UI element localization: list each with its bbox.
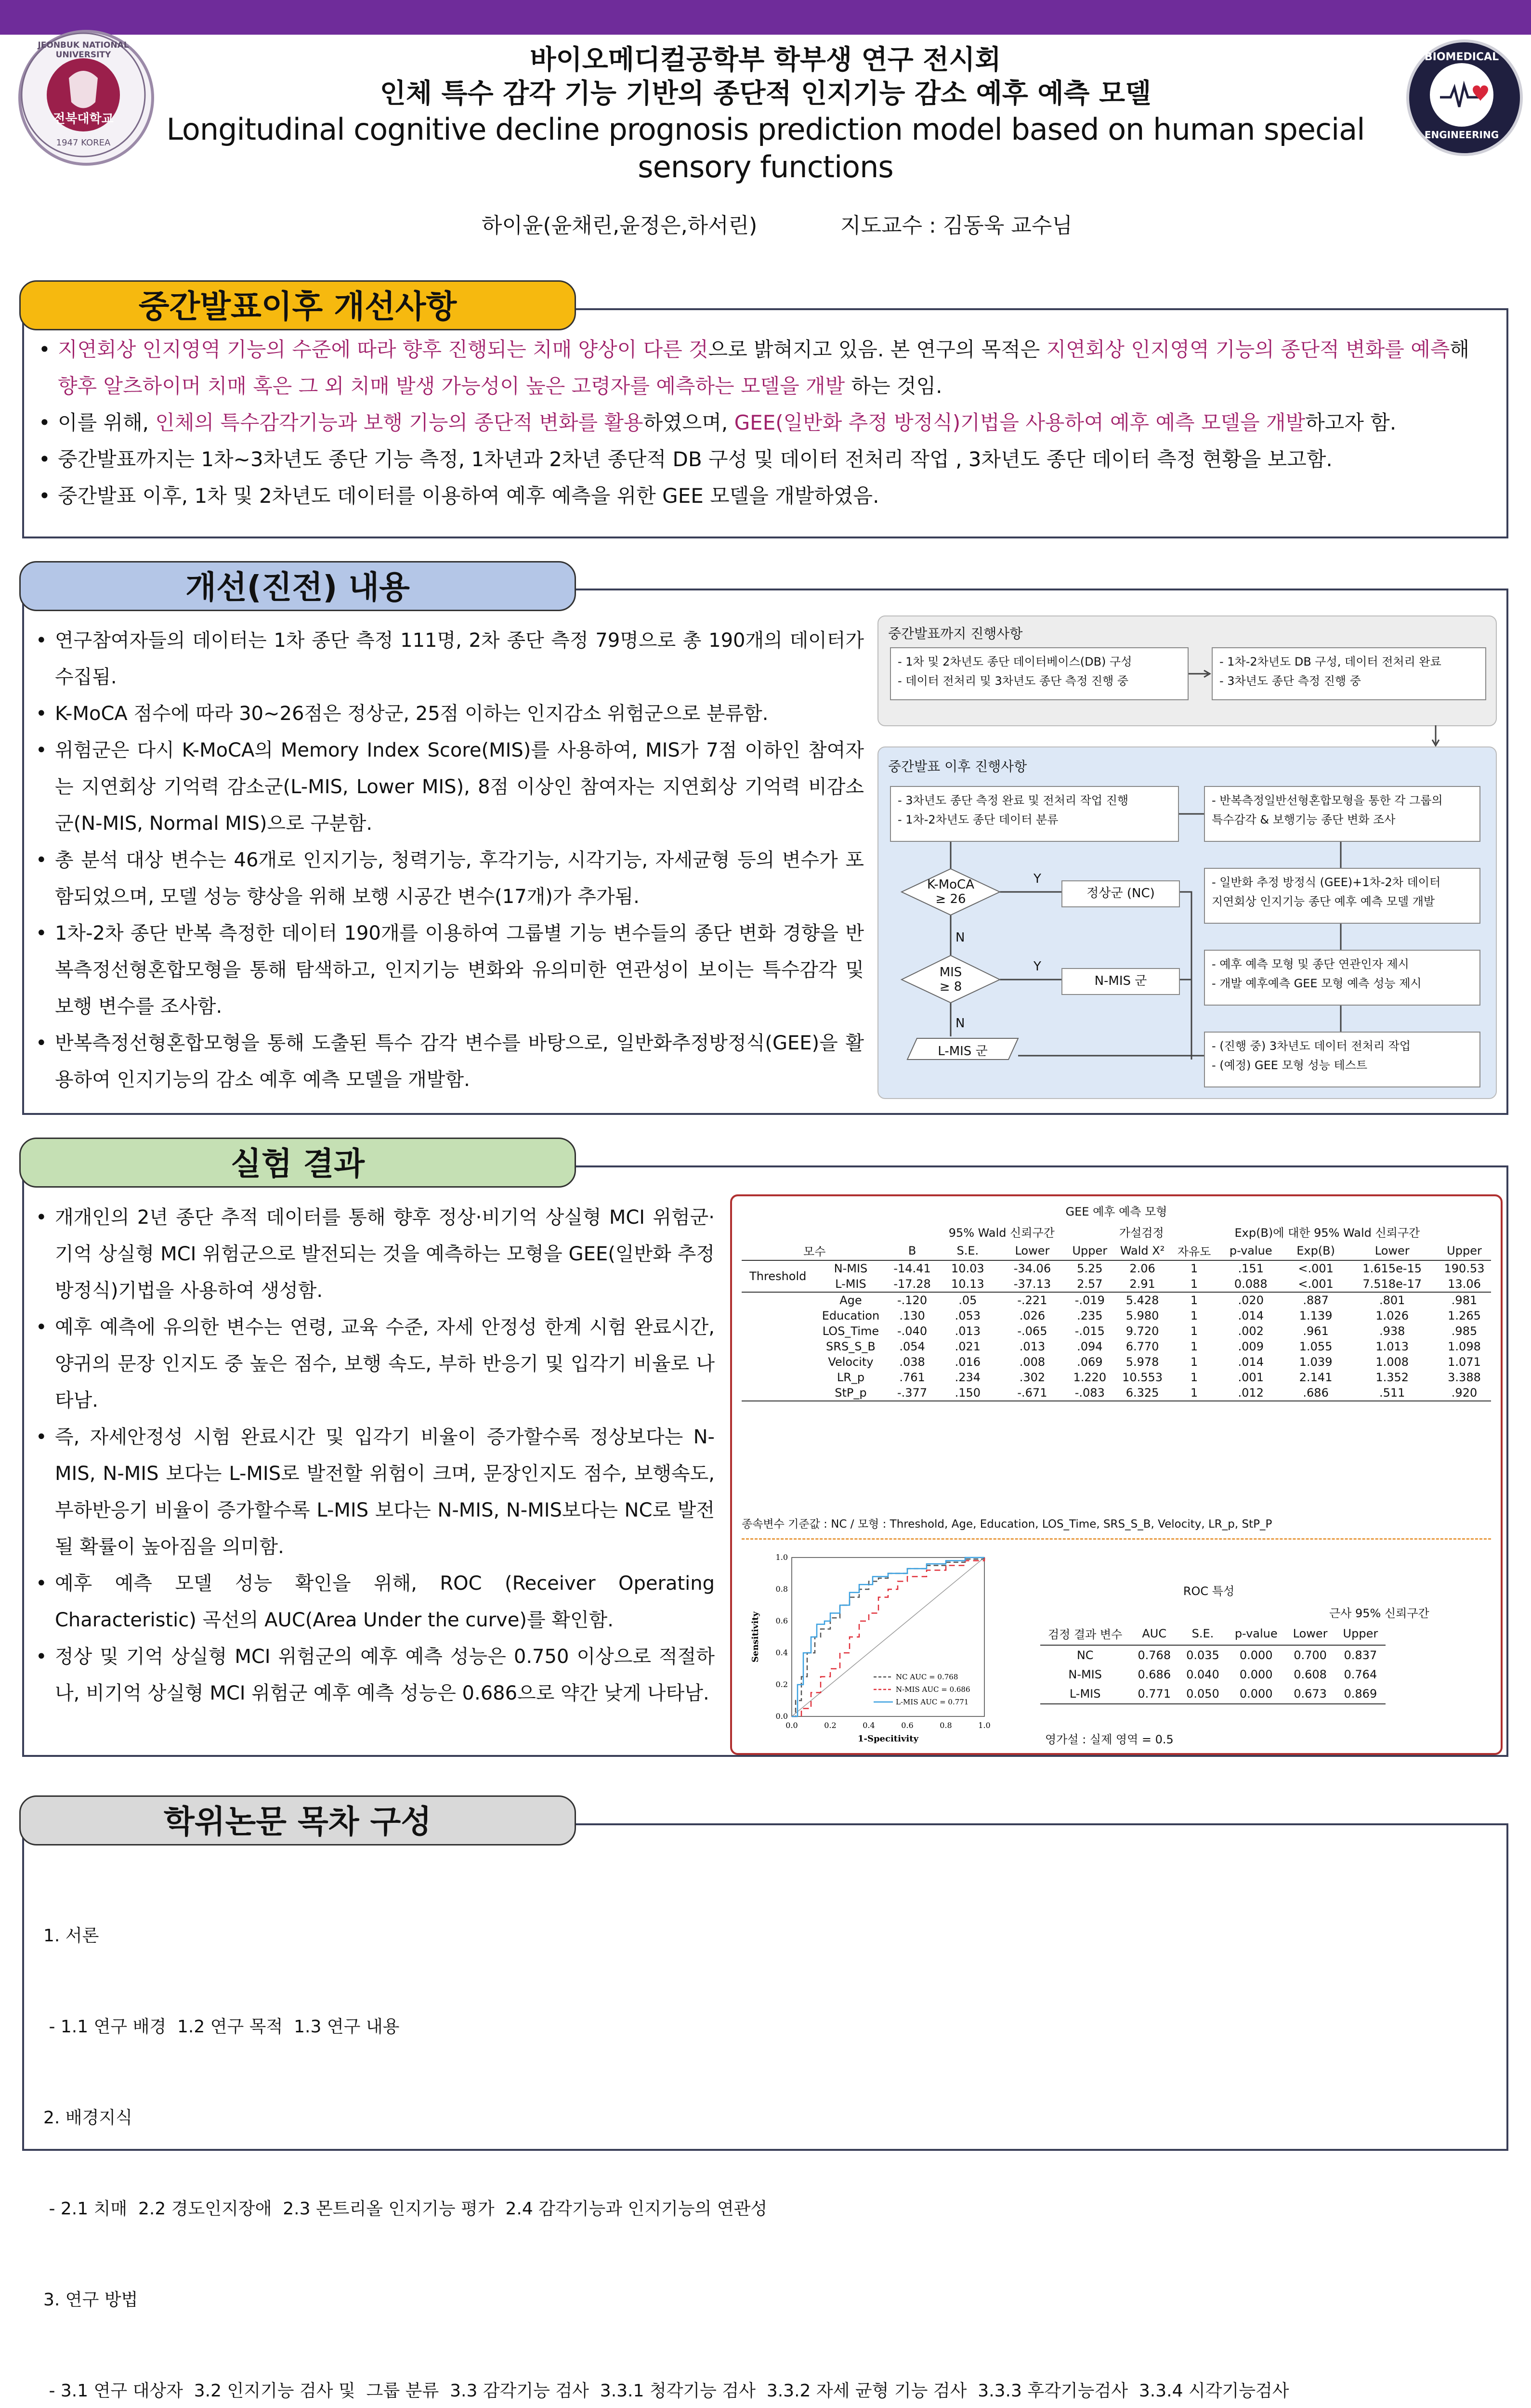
section2-bullet-1: • 연구참여자들의 데이터는 1차 종단 측정 111명, 2차 종단 측정 79명으로 총 190개의 데이터가 수집됨.: [36, 622, 864, 695]
toc-line: - 1.1 연구 배경 1.2 연구 목적 1.3 연구 내용: [43, 2017, 400, 2037]
title-line-1: 바이오메디컬공학부 학부생 연구 전시회: [530, 44, 1001, 76]
authors: 하이윤(윤채린,윤정은,하서린): [482, 213, 758, 238]
top-bar: [0, 0, 1531, 35]
legend-label: NC AUC = 0.768: [896, 1673, 958, 1681]
section3-bullet-2: • 예후 예측에 유의한 변수는 연령, 교육 수준, 자세 안정성 한계 시험 완료시간, 양귀의 문장 인지도 중 높은 점수, 보행 속도, 부하 반응기 및 입각기 비율로 나타남.: [36, 1309, 715, 1419]
section2-bullet-2: • K-MoCA 점수에 따라 30~26점은 정상군, 25점 이하는 인지감소 위험군으로 분류함.: [36, 695, 864, 732]
yes-label-2: Y: [1034, 959, 1041, 974]
gee-row: LOS_Time -.040 .013 -.065 -.015 9.720 1 .002 .961 .938 .985: [822, 1324, 1478, 1338]
roc-ci-header: 근사 95% 신뢰구간: [1329, 1607, 1429, 1620]
results-figure: [730, 1194, 1503, 1755]
roc-row: NC 0.768 0.035 0.000 0.700 0.837: [1076, 1649, 1377, 1662]
section1-bullet-4: • 중간발표 이후, 1차 및 2차년도 데이터를 이용하여 예후 예측을 위한 GEE 모델을 개발하였음.: [39, 478, 1488, 514]
section4-header: 학위논문 목차 구성: [19, 1795, 576, 1845]
poster-title: [144, 43, 1387, 186]
roc-row: N-MIS 0.686 0.040 0.000 0.608 0.764: [1068, 1668, 1377, 1681]
section1-panel: [22, 308, 1508, 538]
gee-row-nmis: Threshold N-MIS -14.41 10.03 -34.06 5.25 2.06 1 .151 <.001 1.615e-15 190.53: [749, 1262, 1485, 1283]
section2-bullet-4: • 총 분석 대상 변수는 46개로 인지기능, 청력기능, 후각기능, 시각기능, 자세균형 등의 변수가 포함되었으며, 모델 성능 향상을 위해 보행 시공간 변수(17개)가 추가됨.: [36, 842, 864, 915]
flow-box2: [877, 746, 1497, 1099]
toc-line: - 2.1 치매 2.2 경도인지장애 2.3 몬트리올 인지기능 평가 2.4 감각기능과 인지기능의 연관성: [43, 2199, 768, 2219]
section2-bullets: [36, 622, 864, 1098]
y-tick-label: 0.0: [775, 1712, 788, 1721]
flow-box1-left: - 1차 및 2차년도 종단 데이터베이스(DB) 구성 - 데이터 전처리 및 3차년도 종단 측정 진행 중: [890, 647, 1189, 700]
divider: [742, 1538, 1491, 1540]
section4-panel: [22, 1823, 1508, 2401]
toc-line: 2. 배경지식: [43, 2108, 132, 2128]
kmoca-label: K-MoCA ≥ 26: [927, 877, 974, 906]
flow-r1: - 반복측정일반선형혼합모형을 통한 각 그룹의 특수감각 & 보행기능 종단 변화 조사: [1204, 786, 1480, 842]
gee-row: Velocity .038 .016 .008 .069 5.978 1 .014 1.039 1.008 1.071: [828, 1355, 1481, 1369]
logo-bottom-text: ENGINEERING: [1424, 129, 1499, 141]
x-tick-label: 0.6: [901, 1721, 914, 1730]
section3-header: 실험 결과: [19, 1138, 576, 1188]
section2-header: 개선(진전) 내용: [19, 561, 576, 611]
gee-row: Education .130 .053 .026 .235 5.980 1 .014 1.139 1.026 1.265: [822, 1309, 1481, 1322]
legend-label: N-MIS AUC = 0.686: [896, 1685, 970, 1694]
flow-r2: - 일반화 추정 방정식 (GEE)+1차-2차 데이터 지연회상 인지기능 종단 예후 예측 모델 개발: [1204, 868, 1480, 924]
yes-label-1: Y: [1034, 872, 1041, 886]
toc-line: 3. 연구 방법: [43, 2290, 138, 2310]
section1-bullets: [39, 331, 1488, 514]
section2-panel: [22, 589, 1508, 1115]
flow-box2-left: - 3차년도 종단 측정 완료 및 전처리 작업 진행 - 1차-2차년도 종단 데이터 분류: [890, 786, 1179, 842]
y-tick-label: 0.2: [775, 1680, 788, 1689]
roc-title: ROC 특성: [1183, 1584, 1235, 1598]
x-tick-label: 0.4: [863, 1721, 875, 1730]
section2-bullet-5: • 1차-2차 종단 반복 측정한 데이터 190개를 이용하여 그룹별 기능 변수들의 종단 변화 경향을 반복측정선형혼합모형을 통해 탐색하고, 인지기능 변화와 유의미한 연관성이 보이는 특수감각 및 보행 변수를 조사함.: [36, 915, 864, 1025]
x-tick-label: 0.0: [785, 1721, 798, 1730]
no-label-2: N: [955, 1016, 965, 1031]
arrow-down-icon: [1428, 724, 1443, 748]
university-logo: [18, 30, 154, 166]
x-tick-label: 1.0: [978, 1721, 991, 1730]
section2-bullet-6: • 반복측정선형혼합모형을 통해 도출된 특수 감각 변수를 바탕으로, 일반화추정방정식(GEE)을 활용하여 인지기능의 감소 예후 예측 모델을 개발함.: [36, 1025, 864, 1098]
gee-row: Age -.120 .05 -.221 -.019 5.428 1 .020 .887 .801 .981: [839, 1294, 1478, 1307]
section1-bullet-1: • 지연회상 인지영역 기능의 수준에 따라 향후 진행되는 치매 양상이 다른 것으로 밝혀지고 있음. 본 연구의 목적은 지연회상 인지영역 기능의 종단적 변화를 예측해 향후 알츠하이머 치매 혹은 그 외 치매 발생 가능성이 높은 고령자를 예측하는 모델을 개발 하는 것임.: [39, 331, 1488, 405]
section3-bullet-1: • 개개인의 2년 종단 추적 데이터를 통해 향후 정상·비기억 상실형 MCI 위험군·기억 상실형 MCI 위험군으로 발전되는 것을 예측하는 모형을 GEE(일반화 추정 방정식)기법을 사용하여 생성함.: [36, 1199, 715, 1309]
nmis-box: N-MIS 군: [1061, 968, 1180, 995]
y-tick-label: 0.4: [775, 1648, 788, 1657]
arrow-icon: [1187, 667, 1216, 681]
section3-bullet-4: • 예후 예측 모델 성능 확인을 위해, ROC (Receiver Operating Characteristic) 곡선의 AUC(Area Under the curve)를 확인함.: [36, 1565, 715, 1638]
y-tick-label: 1.0: [775, 1553, 788, 1562]
section3-bullet-5: • 정상 및 기억 상실형 MCI 위험군의 예후 예측 성능은 0.750 이상으로 적절하나, 비기억 상실형 MCI 위험군 예후 예측 성능은 0.686으로 약간 낮게 나타남.: [36, 1638, 715, 1712]
gee-row: LR_p .761 .234 .302 1.220 10.553 1 .001 2.141 1.352 3.388: [837, 1371, 1481, 1384]
gee-note: 종속변수 기준값 : NC / 모형 : Threshold, Age, Education, LOS_Time, SRS_S_B, Velocity, LR_p, StP_P: [742, 1518, 1272, 1531]
flowchart: [877, 615, 1495, 1097]
title-line-2: 인체 특수 감각 기능 기반의 종단적 인지기능 감소 예후 예측 모델: [379, 78, 1152, 109]
title-line-3: Longitudinal cognitive decline prognosis prediction model based on human special: [166, 112, 1365, 147]
gee-row-lmis: L-MIS -17.28 10.13 -37.13 2.57 2.91 1 0.088 <.001 7.518e-17 13.06: [742, 1276, 1491, 1292]
flow-box1-title: 중간발표까지 진행사항: [888, 626, 1023, 641]
x-tick-label: 0.8: [940, 1721, 952, 1730]
gee-title: GEE 예후 예측 모형: [1065, 1205, 1167, 1218]
logo-top-text: BIOMEDICAL: [1424, 51, 1499, 63]
nc-box: 정상군 (NC): [1061, 880, 1180, 907]
title-line-4: sensory functions: [638, 149, 893, 184]
logo-center-text: 전북대학교: [53, 112, 114, 126]
legend-label: L-MIS AUC = 0.771: [896, 1698, 969, 1706]
flow-r4: - (진행 중) 3차년도 데이터 전처리 작업 - (예정) GEE 모형 성능 테스트: [1204, 1032, 1480, 1087]
logo-year-text: 1947 KOREA: [56, 138, 111, 148]
roc-chart: [739, 1543, 1008, 1755]
mis-label: MIS ≥ 8: [939, 965, 962, 994]
roc-note: 영가설 : 실제 영역 = 0.5: [1045, 1733, 1174, 1746]
flow-box1-right: - 1차-2차년도 DB 구성, 데이터 전처리 완료 - 3차년도 종단 측정 진행 중: [1212, 647, 1486, 700]
toc-line: - 3.1 연구 대상자 3.2 인지기능 검사 및 그룹 분류 3.3 감각기능 검사 3.3.1 청각기능 검사 3.3.2 자세 균형 기능 검사 3.3.3 후각기능검사 3.3.4 시각기능검사: [43, 2381, 1289, 2401]
flow-box2-title: 중간발표 이후 진행사항: [888, 759, 1027, 774]
no-label-1: N: [955, 930, 965, 945]
section1-bullet-2: • 이를 위해, 인체의 특수감각기능과 보행 기능의 종단적 변화를 활용하였으며, GEE(일반화 추정 방정식)기법을 사용하여 예후 예측 모델을 개발하고자 함.: [39, 405, 1488, 441]
toc-list: [43, 1860, 1289, 2408]
gee-table: 95% Wald 신뢰구간 가설검정 Exp(B)에 대한 95% Wald 신뢰구간 모수 B S.E. Lower Upper Wald X² 자유도 p-value Exp(B) Lower Upper Threshold N-MIS -14.41 10.03 -34.06 5.25 2.06 1 .151 <.001 1.615e-15 190.53 L-MIS -17.28 10.13 -37.13 2.57 2.91 1 0.088 <.001 7.518e-17 13.06 Age -.120 .05 -.221 -.019 5.428 1 .020 .887 .801 .981 Education .130 .053 .026 .235 5.980 1 .014 1.139 1.026 1.265 LOS_Time -.040 .013 -.065 -.015 9.720 1 .002 .961 .938 .985 SRS_S_B .054 .021 .013 .094 6.770 1 .009 1.055 1.013 1.098 Velocity .038 .016 .008 .069 5.978 1 .014 1.039 1.008 1.071 LR_p .761 .234 .302 1.220 10.553 1 .001 2.141 1.352 3.388 StP_p -.377 .150 -.671 -.083 6.325 1 .012 .686 .511 .920: [742, 1222, 1491, 1401]
toc-line: 1. 서론: [43, 1926, 99, 1946]
flow-box1: [877, 615, 1497, 726]
advisor: 지도교수 : 김동욱 교수님: [840, 213, 1073, 238]
roc-row: L-MIS 0.771 0.050 0.000 0.673 0.869: [1040, 1684, 1386, 1704]
gee-row: StP_p -.377 .150 -.671 -.083 6.325 1 .012 .686 .511 .920: [742, 1385, 1491, 1401]
gee-row: SRS_S_B .054 .021 .013 .094 6.770 1 .009 1.055 1.013 1.098: [826, 1340, 1481, 1353]
section3-panel: [22, 1165, 1508, 1757]
x-tick-label: 0.2: [824, 1721, 837, 1730]
flow-r3: - 예후 예측 모형 및 종단 연관인자 제시 - 개발 예후예측 GEE 모형 예측 성능 제시: [1204, 950, 1480, 1006]
y-tick-label: 0.6: [775, 1616, 788, 1625]
x-axis-label: 1-Specitivity: [857, 1734, 919, 1744]
section2-bullet-3: • 위험군은 다시 K-MoCA의 Memory Index Score(MIS)를 사용하여, MIS가 7점 이하인 참여자는 지연회상 기억력 감소군(L-MIS, Lower MIS), 8점 이상인 참여자는 지연회상 기억력 비감소군(N-MIS, Normal MIS)으로 구분함.: [36, 732, 864, 842]
logo-ring-text: JEONBUK NATIONAL UNIVERSITY: [38, 40, 129, 60]
section3-bullet-3: • 즉, 자세안정성 시험 완료시간 및 입각기 비율이 증가할수록 정상보다는 N-MIS, N-MIS 보다는 L-MIS로 발전할 위험이 크며, 문장인지도 점수, 보행속도, 부하반응기 비율이 증가할수록 L-MIS 보다는 N-MIS, N-MIS보다는 NC로 발전될 확률이 높아짐을 의미함.: [36, 1419, 715, 1565]
y-axis-label: Sensitivity: [750, 1611, 760, 1662]
lmis-box: L-MIS 군: [938, 1044, 988, 1059]
section1-header: 중간발표이후 개선사항: [19, 280, 576, 330]
y-tick-label: 0.8: [775, 1584, 788, 1594]
department-logo: [1406, 39, 1523, 156]
roc-table: 검정 결과 변수 AUC S.E. p-value Lower Upper NC 0.768 0.035 0.000 0.700 0.837 N-MIS 0.686 0.040 0.000 0.608 0.764 L-MIS 0.771 0.050 0.000 0.673 0.869: [1040, 1622, 1386, 1704]
section3-bullets: [36, 1199, 715, 1712]
section1-bullet-3: • 중간발표까지는 1차~3차년도 종단 기능 측정, 1차년과 2차년 종단적 DB 구성 및 데이터 전처리 작업 , 3차년도 종단 데이터 측정 현황을 보고함.: [39, 441, 1488, 478]
